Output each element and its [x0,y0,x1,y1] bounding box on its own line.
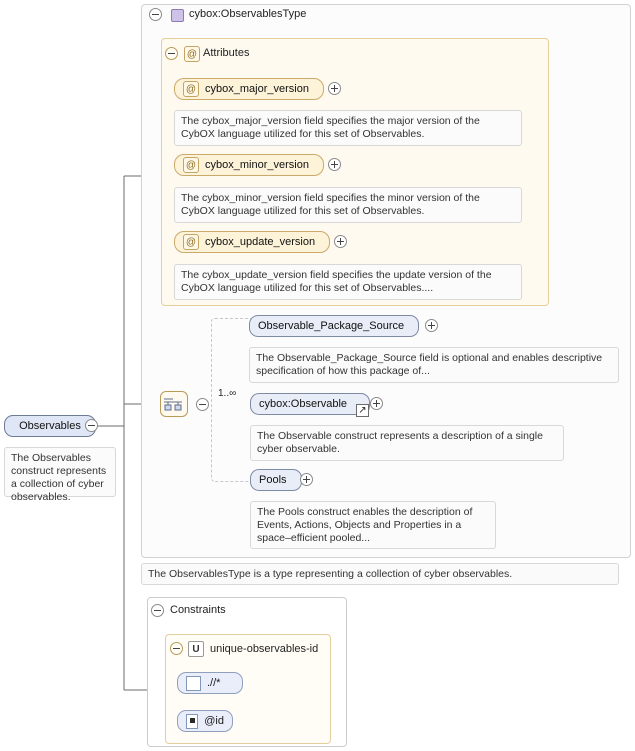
annotation-observable-package-source: The Observable_Package_Source field is optional and enables descriptive specification of how this package of... [249,347,619,383]
element-label: Observable_Package_Source [258,320,405,332]
attribute-expand-toggle-minor[interactable] [328,158,341,171]
observables-type-collapse-toggle[interactable] [149,8,162,21]
element-label: cybox:Observable [259,398,348,410]
element-cybox-observable[interactable] [250,393,370,415]
constraint-field-text: @id [204,715,224,727]
attribute-cybox-major-version[interactable] [174,78,324,100]
at-icon: @ [183,157,199,173]
sequence-glyph [161,392,187,416]
attribute-expand-toggle-major[interactable] [328,82,341,95]
attribute-label: cybox_update_version [205,236,316,248]
attribute-label: cybox_major_version [205,83,309,95]
annotation-root-observables: The Observables construct represents a collection of cyber observables. [4,447,116,497]
occurrence-indicator: 1..∞ [218,388,237,399]
expand-toggle-pools[interactable] [300,473,313,486]
at-icon: @ [183,234,199,250]
sequence-compositor-icon[interactable] [160,391,188,417]
attribute-cybox-minor-version[interactable] [174,154,324,176]
element-pools[interactable] [250,469,302,491]
type-icon [171,9,184,22]
constraint-rule-collapse-toggle[interactable] [170,642,183,655]
at-icon: @ [183,81,199,97]
selector-icon [186,676,201,691]
attributes-at-icon: @ [184,46,200,62]
constraint-selector-chip[interactable] [177,672,243,694]
annotation-cybox-observable: The Observable construct represents a description of a single cyber observable. [250,425,564,461]
attribute-label: cybox_minor_version [205,159,309,171]
type-reference-icon[interactable]: ↗ [356,404,369,417]
constraint-rule-label: unique-observables-id [210,643,319,655]
attribute-expand-toggle-update[interactable] [334,235,347,248]
annotation-cybox-update-version: The cybox_update_version field specifies the update version of the CybOX language utilized for this set of Observables.... [174,264,522,300]
unique-badge: U [188,641,204,657]
expand-toggle-observable-package-source[interactable] [425,319,438,332]
constraints-title: Constraints [170,604,226,616]
type-annotation: The ObservablesType is a type representing a collection of cyber observables. [141,563,619,585]
field-icon [186,714,198,729]
element-label: Pools [259,474,287,486]
element-observable-package-source[interactable] [249,315,419,337]
constraint-selector-text: .//* [207,677,221,689]
constraint-field-chip[interactable] [177,710,233,732]
expand-toggle-cybox-observable[interactable] [370,397,383,410]
annotation-cybox-major-version: The cybox_major_version field specifies the major version of the CybOX language utilized for this set of Observables. [174,110,522,146]
root-element-observables[interactable] [4,415,96,437]
constraint-rule-title [188,641,318,657]
root-collapse-toggle[interactable] [85,419,98,432]
constraints-collapse-toggle[interactable] [151,604,164,617]
attributes-title: Attributes [203,47,250,59]
annotation-pools: The Pools construct enables the description of Events, Actions, Objects and Properties in a space–efficient pooled... [250,501,496,549]
attributes-collapse-toggle[interactable] [165,47,178,60]
sequence-collapse-toggle[interactable] [196,398,209,411]
root-element-label: Observables [19,420,81,432]
observables-type-title: cybox:ObservablesType [189,8,307,20]
attribute-cybox-update-version[interactable] [174,231,330,253]
annotation-cybox-minor-version: The cybox_minor_version field specifies the minor version of the CybOX language utilized for this set of Observables. [174,187,522,223]
